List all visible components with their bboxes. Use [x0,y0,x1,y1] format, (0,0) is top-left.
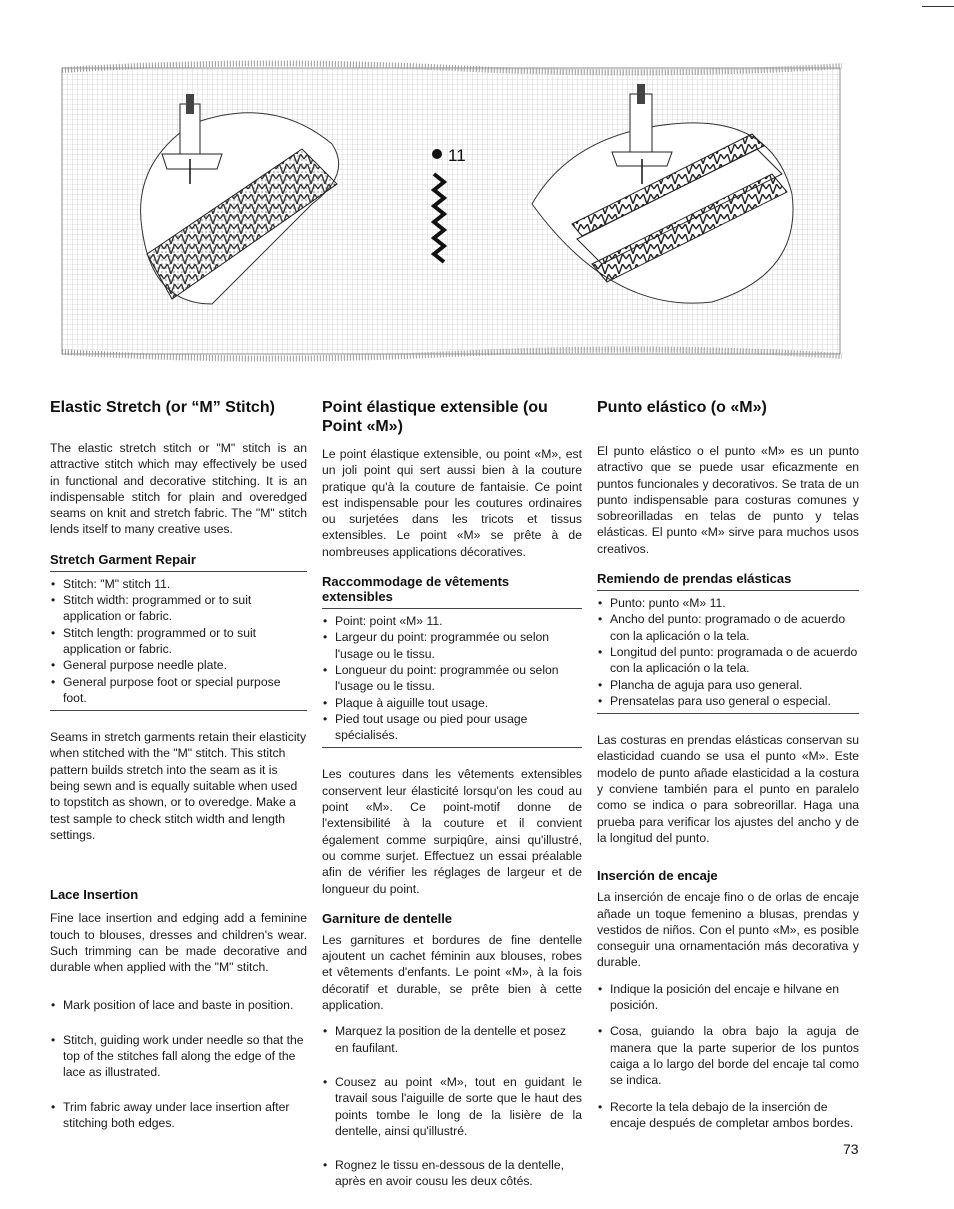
list-item: • Ancho del punto: programado o de acuerdo con la aplicación o la tela. [597,611,859,644]
list-item: • Marquez la position de la dentelle et posez en faufilant. [322,1023,582,1056]
english-title: Elastic Stretch (or “M” Stitch) [50,399,275,416]
english-lace-text: Fine lace insertion and edging add a feminine touch to blouses, dresses and children's wear. Such trimming can be made decorative and durable when applied with the "M" stitch. [50,911,307,975]
corner-rule [922,6,954,7]
spanish-lace-list [597,981,859,1131]
stitch-number: 11 [448,146,466,165]
list-item: • Stitch, guiding work under needle so that the top of the stitches fall along the edge of the lace as illustrated. [50,1032,307,1081]
list-item: • Stitch width: programmed or to suit application or fabric. [50,592,307,625]
list-item: • Stitch length: programmed or to suit application or fabric. [50,625,307,658]
spanish-repair-text: Las costuras en prendas elásticas conservan su elasticidad cuando se usa el punto «M». Este modelo de punto añade elasticidad a la costura y conviene también para el punto en paralelo como se indica o para sobreorillar. Haga una prueba para verificar los ajustes del ancho y de la longitud del punto. [597,733,859,845]
list-item: • Cousez au point «M», tout en guidant le travail sous l'aiguille de sorte que le haut des points tombe le long de la lisière de la dentelle, ainsi qu'illustré. [322,1074,582,1139]
spanish-repair-list [597,595,859,709]
list-item: • Mark position of lace and baste in position. [50,997,307,1013]
list-item: • Indique la posición del encaje e hilvane en posición. [597,981,859,1014]
english-lace-list [50,997,307,1131]
divider [597,713,859,714]
list-item: • Plancha de aguja para uso general. [597,677,859,693]
list-item: • General purpose needle plate. [50,657,307,673]
english-repair-heading: Stretch Garment Repair [50,551,196,567]
french-intro: Le point élastique extensible, ou point «M», est un joli point qui sert aussi bien à la couture pratique qu'à la couture de fantaisie. Ce point est indispensable pour les coutures ordinaires ou surjetées dans les tricots et tissus extensibles. Le point «M» se prête à de nombreuses applications décoratives. [322,447,582,559]
english-repair-text: Seams in stretch garments retain their elasticity when stitched with the "M" stitch. This stitch pattern builds stretch into the seam as it is being sewn and is equally suitable when used to topstitch as shown, or to overedge. Make a test sample to check stitch width and length settings. [50,730,307,842]
divider [597,590,859,591]
list-item: • Pied tout usage ou pied pour usage spécialisés. [322,711,582,744]
list-item: • Largeur du point: programmée ou selon l'usage ou le tissu. [322,629,582,662]
list-item: • Recorte la tela debajo de la inserción de encaje después de completar ambos bordes. [597,1099,859,1132]
french-repair-text: Les coutures dans les vêtements extensibles conservent leur élasticité lorsqu'on les coud au point «M». Ce point-motif donne de l'extensibilité à la couture et il convient également comme surpiqûre, ainsi qu'illustré, ou comme surjet. Effectuez un essai préalable afin de vérifier les réglages de largeur et de longueur du point. [322,767,582,896]
list-item: • Prensatelas para uso general o especial. [597,693,859,709]
french-column [322,398,582,1208]
divider [50,710,307,711]
french-repair-heading: Raccommodage de vêtements extensibles [322,574,510,605]
english-repair-list [50,576,307,706]
spanish-lace-text: La inserción de encaje fino o de orlas de encaje añade un toque femenino a blusas, prendas y vestidos de niños. Con el punto «M», es posible conseguir una ornamentación más decorativa y durable. [597,890,859,970]
spanish-column [597,398,859,1131]
list-item: • Point: point «M» 11. [322,613,582,629]
list-item: • Plaque à aiguille tout usage. [322,695,582,711]
english-lace-heading: Lace Insertion [50,887,139,903]
list-item: • Cosa, guiando la obra bajo la aguja de manera que la parte superior de los puntos caiga a lo largo del borde del encaje tal como se indica. [597,1023,859,1088]
page-number: 73 [843,1141,859,1157]
divider [50,571,307,572]
spanish-repair-heading: Remiendo de prendas elásticas [597,571,792,587]
spanish-title: Punto elástico (o «M») [597,399,767,416]
list-item: • Longitud del punto: programada o de acuerdo con la aplicación o la tela. [597,644,859,677]
divider [322,608,582,609]
french-title: Point élastique extensible (ou Point «M») [322,399,548,435]
french-lace-text: Les garnitures et bordures de fine dentelle ajoutent un cachet féminin aux blouses, robes et vêtements d'enfants. Le point «M», à la fois décoratif et durable, se prête bien à cette application. [322,932,582,1013]
list-item: • Trim fabric away under lace insertion after stitching both edges. [50,1099,307,1132]
list-item: • General purpose foot or special purpose foot. [50,674,307,707]
spanish-intro: El punto elástico o el punto «M» es un punto atractivo que se puede usar eficazmente en puntos funcionales y decorativos. Se trata de un punto indispensable para costuras comunes y sobreorilladas en telas de punto y telas elásticas. El punto «M» sirve para muchos usos creativos. [597,444,859,556]
list-item: • Punto: punto «M» 11. [597,595,859,611]
spanish-lace-heading: Inserción de encaje [597,868,718,884]
french-repair-list [322,613,582,743]
english-column [50,398,307,1149]
list-item: • Rognez le tissu en-dessous de la dentelle, après en avoir cousu les deux côtés. [322,1157,582,1190]
english-intro: The elastic stretch stitch or "M" stitch is an attractive stitch which may effectively be used in functional and decorative stitching. It is an indispensable stitch for plain and overedged seams on knit and stretch fabric. The "M" stitch lends itself to many creative uses. [50,441,307,537]
stitch-illustration [52,54,852,364]
divider [322,747,582,748]
illustration-svg [52,54,852,364]
list-item: • Longueur du point: programmée ou selon l'usage ou le tissu. [322,662,582,695]
french-lace-list [322,1023,582,1189]
list-item: • Stitch: "M" stitch 11. [50,576,307,592]
french-lace-heading: Garniture de dentelle [322,910,453,926]
